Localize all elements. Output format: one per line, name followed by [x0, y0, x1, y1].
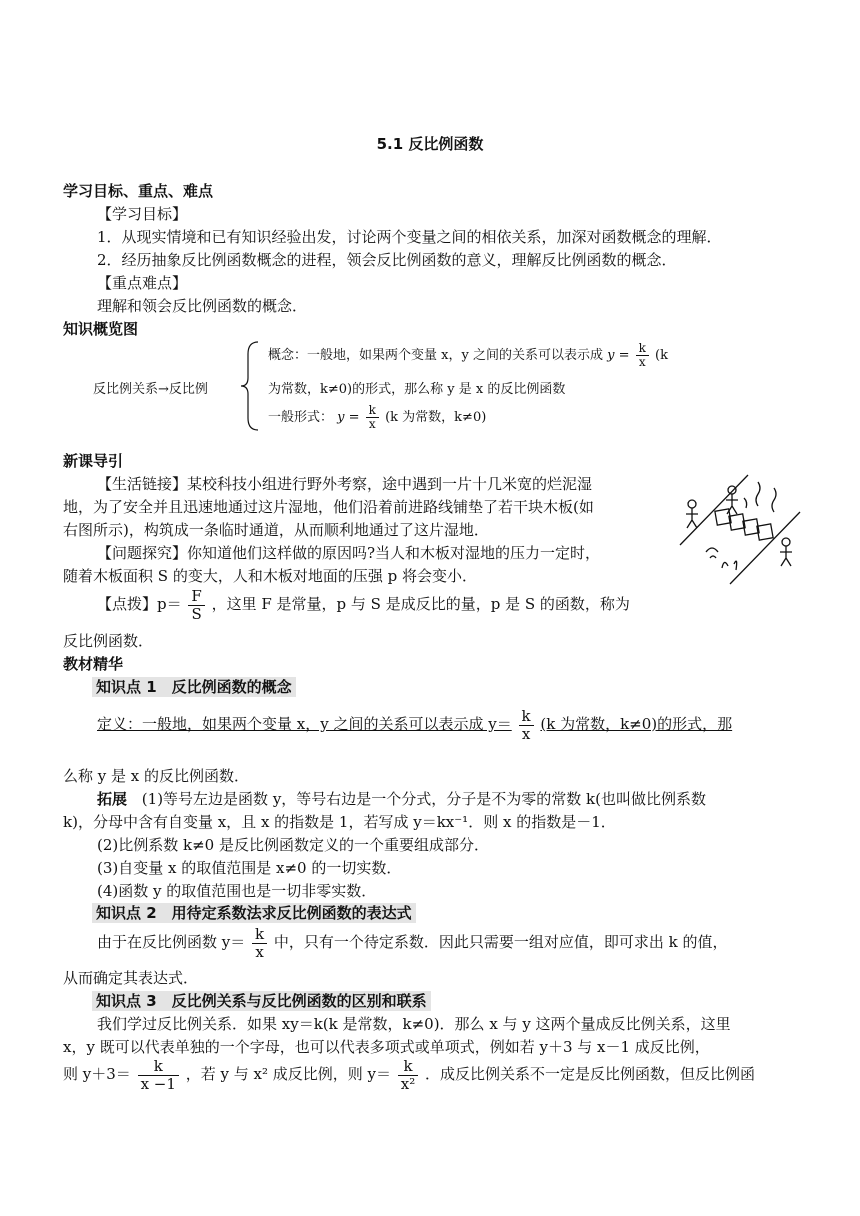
- definition-line: 定义：一般地，如果两个变量 x，y 之间的关系可以表示成 y＝ $\frac{k}{x}$ (k 为常数，k≠0)的形式，那: [97, 707, 733, 743]
- kp3-heading: 知识点 3 反比例关系与反比例函数的区别和联系: [92, 990, 431, 1011]
- kp3-line-2: x，y 既可以代表单独的一个字母，也可以代表多项式或单项式，例如若 y＋3 与 x－1 成反比例，: [63, 1038, 710, 1056]
- concept-fraction: $\frac{k}{x}$: [636, 342, 649, 369]
- page-title: 5.1 反比例函数: [376, 135, 484, 153]
- kp3-fraction-1: $\frac{k}{x -1}$: [138, 1058, 179, 1092]
- overview-general: 一般形式： y = $\frac{k}{x}$ (k 为常数，k≠0): [268, 403, 487, 432]
- life-line-1: 【生活链接】某校科技小组进行野外考察，途中遇到一片十几米宽的烂泥湿: [97, 475, 593, 493]
- overview-concept-a: 概念：一般地，如果两个变量 x，y 之间的关系可以表示成 y = $\frac{k}{x}$ (k: [268, 341, 668, 370]
- kp3-line-3: 则 y＋3＝ $\frac{k}{x -1}$ ，若 y 与 x² 成反比例，则 y＝ $\frac{k}{\text{x²}}$ ．成反比例关系不一定是反比例函数，但反比例函: [63, 1057, 756, 1093]
- extension-line-4: (3)自变量 x 的取值范围是 x≠0 的一切实数．: [97, 859, 402, 877]
- definition-line-2: 么称 y 是 x 的反比例函数．: [63, 767, 250, 785]
- overview-brace: [238, 340, 262, 432]
- life-line-2: 地，为了安全并且迅速地通过这片湿地，他们沿着前进路线铺垫了若干块木板(如: [63, 498, 594, 516]
- goal-2: 2．经历抽象反比例函数概念的进程，领会反比例函数的意义，理解反比例函数的概念．: [97, 251, 677, 269]
- kp3-line-1: 我们学过反比例关系．如果 xy＝k(k 是常数，k≠0)．那么 x 与 y 这两个量成反比例关系，这里: [97, 1015, 731, 1033]
- kp2-line-2: 从而确定其表达式．: [63, 969, 199, 987]
- question-line-2: 随着木板面积 S 的变大，人和木板对地面的压强 p 将会变小．: [63, 567, 477, 585]
- kp2-heading: 知识点 2 用待定系数法求反比例函数的表达式: [92, 902, 416, 923]
- kp3-fraction-2: $\frac{k}{\text{x²}}$: [398, 1058, 418, 1092]
- extension-line-2: k)，分母中含有自变量 x，且 x 的指数是 1，若写成 y＝kx⁻¹．则 x 的指数是－1．: [63, 813, 616, 831]
- essence-heading: 教材精华: [63, 655, 124, 673]
- life-line-3: 右图所示)，构筑成一条临时通道，从而顺利地通过了这片湿地．: [63, 521, 489, 539]
- key-text: 理解和领会反比例函数的概念．: [97, 297, 308, 315]
- goals-heading: 学习目标、重点、难点: [63, 182, 214, 200]
- kp2-line-1: 由于在反比例函数 y＝ $\frac{k}{x}$ 中，只有一个待定系数．因此只需要一组对应值，即可求出 k 的值，: [97, 925, 728, 961]
- extension-tag: 拓展: [97, 790, 128, 808]
- overview-concept-b: 为常数，k≠0)的形式，那么称 y 是 x 的反比例函数: [268, 382, 566, 397]
- extension-line-5: (4)函数 y 的取值范围也是一切非零实数．: [97, 882, 377, 900]
- goal-tag: 【学习目标】: [97, 205, 188, 223]
- overview-heading: 知识概览图: [63, 320, 139, 338]
- definition-fraction: $\frac{k}{x}$: [519, 708, 534, 742]
- general-fraction: $\frac{k}{x}$: [366, 404, 379, 431]
- extension-line-3: (2)比例系数 k≠0 是反比例函数定义的一个重要组成部分．: [97, 836, 489, 854]
- overview-left-label: 反比例关系→反比例: [93, 382, 208, 397]
- key-tag: 【重点难点】: [97, 274, 188, 292]
- wetland-boardwalk-illustration: [678, 470, 803, 588]
- tip-fraction: $\frac{F}{S}$: [188, 588, 204, 622]
- question-line-1: 【问题探究】你知道他们这样做的原因吗?当人和木板对湿地的压力一定时，: [97, 544, 601, 562]
- tip-line-2: 反比例函数．: [63, 632, 154, 650]
- goal-1: 1．从现实情境和已有知识经验出发，讨论两个变量之间的相依关系，加深对函数概念的理解．: [97, 228, 722, 246]
- kp2-fraction: $\frac{k}{x}$: [252, 926, 267, 960]
- kp1-heading: 知识点 1 反比例函数的概念: [92, 676, 296, 697]
- intro-heading: 新课导引: [63, 452, 124, 470]
- tip-line: 【点拨】p＝ $\frac{F}{S}$ ，这里 F 是常量，p 与 S 是成反比的量，p 是 S 的函数，称为: [97, 587, 630, 623]
- extension-line-1: 拓展 (1)等号左边是函数 y，等号右边是一个分式，分子是不为零的常数 k(也叫做比例系数: [97, 790, 706, 808]
